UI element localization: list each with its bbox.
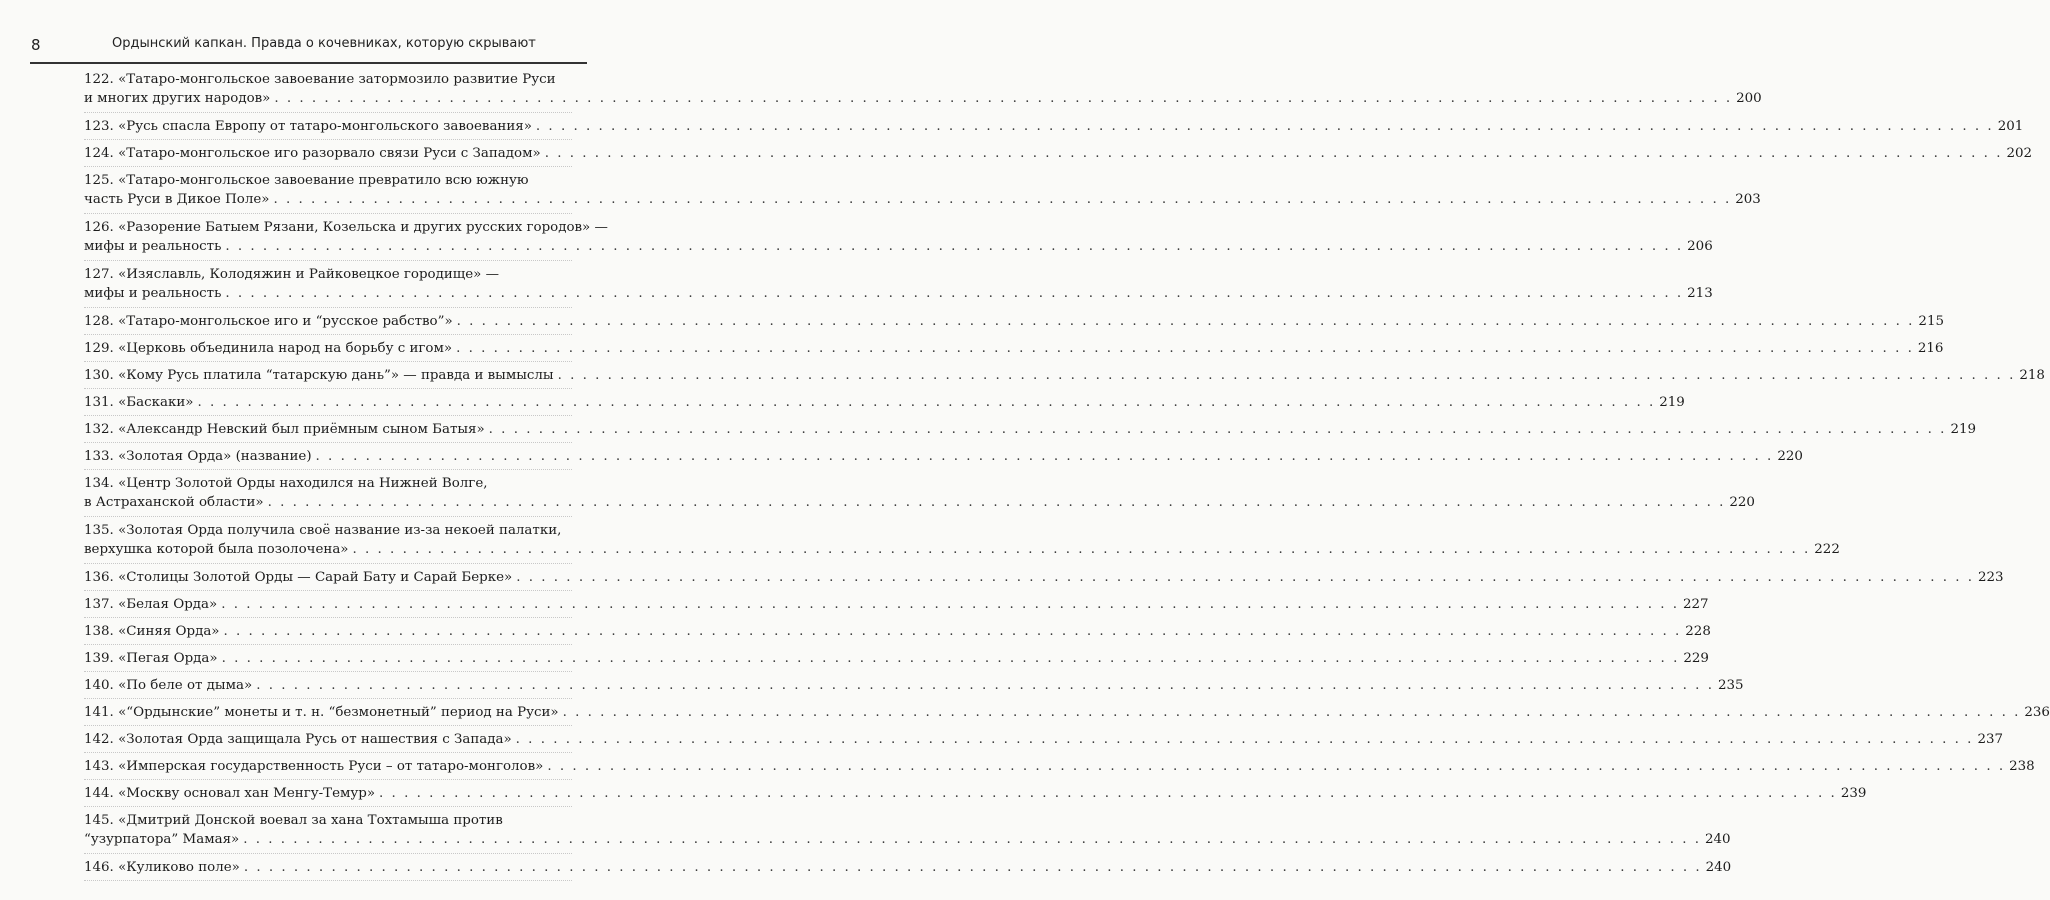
toc-entry-line xyxy=(84,218,608,237)
toc-entry-number: 135. xyxy=(84,523,114,538)
toc-entry-title: «По беле от дыма» xyxy=(118,678,253,693)
toc-entry-title: мифы и реальность xyxy=(84,286,222,301)
toc-entry-page: 223 xyxy=(1978,570,2004,585)
toc-entry-page: 215 xyxy=(1918,314,1944,329)
toc-entry-page: 202 xyxy=(2006,146,2033,161)
toc-entry-line xyxy=(84,171,572,190)
toc-entry-page: 206 xyxy=(1687,239,1713,254)
toc-entry-line xyxy=(84,830,1731,849)
toc-entry-line xyxy=(84,265,572,284)
toc-entry-number: 130. xyxy=(84,368,114,383)
toc-entry-page: 240 xyxy=(1705,860,1732,875)
toc-entry xyxy=(84,167,1761,214)
dot-leader xyxy=(221,595,1679,614)
toc-entry-number: 145. xyxy=(84,813,114,828)
toc-entry-title: «Татаро-монгольское завоевание затормозило развитие Руси xyxy=(118,72,556,87)
toc-entry-title: «Золотая Орда получила своё название из-за некоей палатки, xyxy=(118,523,562,538)
toc-entry-page: 201 xyxy=(1997,119,2024,134)
toc-entry xyxy=(84,66,1762,113)
toc-entry xyxy=(84,308,1944,335)
toc-entry-number: 137. xyxy=(84,597,114,612)
toc-entry xyxy=(84,335,1944,362)
toc-entry xyxy=(84,113,2024,140)
dot-leader xyxy=(243,830,1701,849)
dot-leader xyxy=(457,312,1915,331)
toc-entry-page: 227 xyxy=(1682,597,1709,612)
toc-entry xyxy=(84,854,1732,881)
toc-entry-line xyxy=(84,366,2045,385)
dot-leader xyxy=(489,420,1947,439)
toc-entry-title: «Золотая Орда защищала Русь от нашествия с Запада» xyxy=(118,732,512,747)
toc-entry-line xyxy=(84,521,572,540)
toc-entry-line xyxy=(84,540,1840,559)
toc-entry-number: 125. xyxy=(84,173,114,188)
toc-entry-line xyxy=(84,703,2050,722)
toc-entry-title: «“Ордынские” монеты и т. н. “безмонетный” период на Руси» xyxy=(118,705,559,720)
toc-entry-title: в Астраханской области» xyxy=(84,495,264,510)
toc-entry-title: «Татаро-монгольское иго разорвало связи Руси с Западом» xyxy=(118,146,541,161)
toc-entry-number: 123. xyxy=(84,119,114,134)
toc-entry-line xyxy=(84,568,2004,587)
toc-entry-line xyxy=(84,339,1944,358)
toc-entry xyxy=(84,140,2033,167)
toc-entry-line xyxy=(84,730,2003,749)
toc-entry xyxy=(84,416,1976,443)
toc-entry-title: верхушка которой была позолочена» xyxy=(84,542,349,557)
toc-entry-title: «Имперская государственность Руси – от татаро-монголов» xyxy=(118,759,544,774)
toc-entry xyxy=(84,807,1731,854)
toc-entry xyxy=(84,214,1713,261)
toc-entry-line xyxy=(84,858,1732,877)
dot-leader xyxy=(536,117,1994,136)
toc-entry-line xyxy=(84,649,1709,668)
toc-entry xyxy=(84,564,2004,591)
toc-entry-number: 144. xyxy=(84,786,114,801)
page-number: 8 xyxy=(31,36,41,54)
toc-entry-number: 136. xyxy=(84,570,114,585)
dot-leader xyxy=(197,393,1655,412)
toc-entry-number: 124. xyxy=(84,146,114,161)
toc-entry-page: 228 xyxy=(1685,624,1711,639)
toc-entry xyxy=(84,517,1840,564)
toc-entry-page: 236 xyxy=(2024,705,2050,720)
dot-leader xyxy=(379,784,1837,803)
toc-entry-title: “узурпатора” Мамая» xyxy=(84,832,240,847)
toc-entry-page: 237 xyxy=(1977,732,2003,747)
toc-entry-title: «Пегая Орда» xyxy=(118,651,218,666)
toc-entry-title: «Татаро-монгольское завоевание превратило всю южную xyxy=(118,173,529,188)
toc-entry-title: «Баскаки» xyxy=(118,395,194,410)
toc-entry-page: 235 xyxy=(1717,678,1744,693)
toc-entry-line xyxy=(84,284,1713,303)
toc-entry-number: 146. xyxy=(84,860,114,875)
toc-entry-line xyxy=(84,595,1709,614)
dot-leader xyxy=(563,703,2021,722)
dot-leader xyxy=(273,190,1731,209)
dot-leader xyxy=(222,649,1680,668)
dot-leader xyxy=(516,730,1974,749)
toc-entry-title: «Столицы Золотой Орды — Сарай Бату и Сарай Берке» xyxy=(118,570,513,585)
toc-entry-number: 127. xyxy=(84,267,114,282)
toc-entry-title: «Разорение Батыем Рязани, Козельска и других русских городов» — xyxy=(118,220,608,235)
toc-entry-title: мифы и реальность xyxy=(84,239,222,254)
dot-leader xyxy=(558,366,2016,385)
toc-entry-number: 126. xyxy=(84,220,114,235)
dot-leader xyxy=(274,89,1732,108)
toc-entry-line xyxy=(84,144,2033,163)
toc-entry-line xyxy=(84,420,1976,439)
toc-entry-number: 140. xyxy=(84,678,114,693)
toc-entry xyxy=(84,645,1709,672)
toc-entry xyxy=(84,672,1744,699)
toc-entry-number: 139. xyxy=(84,651,114,666)
toc-entry-number: 133. xyxy=(84,449,114,464)
dot-leader xyxy=(547,757,2005,776)
toc-entry-title: «Александр Невский был приёмным сыном Батыя» xyxy=(118,422,485,437)
toc-entry-title: и многих других народов» xyxy=(84,91,271,106)
toc-entry-line xyxy=(84,89,1762,108)
dot-leader xyxy=(353,540,1811,559)
toc-entry-title: «Куликово поле» xyxy=(118,860,240,875)
toc-entry-line xyxy=(84,757,2035,776)
toc-entry-number: 143. xyxy=(84,759,114,774)
dot-leader xyxy=(516,568,1974,587)
toc-entry-title: «Белая Орда» xyxy=(118,597,218,612)
toc-entry-page: 240 xyxy=(1705,832,1731,847)
toc-entry-number: 131. xyxy=(84,395,114,410)
dot-leader xyxy=(225,237,1683,256)
toc-entry-line xyxy=(84,393,1685,412)
toc-entry-page: 239 xyxy=(1840,786,1867,801)
toc-entry-page: 218 xyxy=(2019,368,2045,383)
dot-leader xyxy=(224,622,1682,641)
table-of-contents xyxy=(84,66,2050,881)
dot-leader xyxy=(545,144,2003,163)
toc-entry-number: 142. xyxy=(84,732,114,747)
toc-entry-line xyxy=(84,474,572,493)
header-rule xyxy=(30,62,587,64)
toc-entry-number: 134. xyxy=(84,476,114,491)
toc-entry-title: «Русь спасла Европу от татаро-монгольского завоевания» xyxy=(118,119,532,134)
dot-leader xyxy=(316,447,1774,466)
toc-entry-line xyxy=(84,811,572,830)
dot-leader xyxy=(244,858,1702,877)
toc-entry xyxy=(84,591,1709,618)
toc-entry xyxy=(84,780,1867,807)
toc-entry-line xyxy=(84,676,1744,695)
toc-entry xyxy=(84,618,1711,645)
toc-entry-line xyxy=(84,622,1711,641)
toc-entry-page: 219 xyxy=(1659,395,1685,410)
toc-entry-title: «Татаро-монгольское иго и “русское рабство”» xyxy=(118,314,453,329)
toc-entry xyxy=(84,261,1713,308)
toc-entry-page: 220 xyxy=(1729,495,1755,510)
toc-entry-page: 222 xyxy=(1814,542,1840,557)
toc-entry-page: 229 xyxy=(1683,651,1709,666)
toc-entry-page: 203 xyxy=(1735,192,1761,207)
toc-entry-number: 138. xyxy=(84,624,114,639)
toc-entry xyxy=(84,699,2050,726)
toc-entry-title: «Церковь объединила народ на борьбу с игом» xyxy=(118,341,453,356)
toc-entry-page: 220 xyxy=(1777,449,1803,464)
toc-entry-page: 216 xyxy=(1917,341,1944,356)
toc-entry-number: 141. xyxy=(84,705,114,720)
toc-entry-title: «Синяя Орда» xyxy=(118,624,220,639)
dot-leader xyxy=(225,284,1683,303)
toc-entry-page: 200 xyxy=(1736,91,1762,106)
toc-entry-title: «Золотая Орда» (название) xyxy=(118,449,312,464)
toc-entry-line xyxy=(84,190,1761,209)
toc-entry-line xyxy=(84,784,1867,803)
dot-leader xyxy=(456,339,1914,358)
toc-entry-line xyxy=(84,117,2024,136)
toc-entry-line xyxy=(84,70,572,89)
dot-leader xyxy=(256,676,1714,695)
toc-entry-title: «Центр Золотой Орды находился на Нижней Волге, xyxy=(118,476,488,491)
toc-entry-title: «Кому Русь платила “татарскую дань”» — правда и вымыслы xyxy=(118,368,554,383)
toc-entry-title: «Дмитрий Донской воевал за хана Тохтамыша против xyxy=(118,813,503,828)
toc-entry-number: 122. xyxy=(84,72,114,87)
toc-entry-page: 213 xyxy=(1687,286,1713,301)
toc-entry xyxy=(84,753,2035,780)
toc-entry-page: 219 xyxy=(1950,422,1976,437)
toc-entry-line xyxy=(84,312,1944,331)
toc-entry xyxy=(84,362,2045,389)
toc-entry-line xyxy=(84,493,1755,512)
toc-entry-line xyxy=(84,447,1803,466)
toc-entry-number: 132. xyxy=(84,422,114,437)
toc-entry-title: «Изяславль, Колодяжин и Райковецкое городище» — xyxy=(118,267,499,282)
toc-entry xyxy=(84,470,1755,517)
toc-entry-title: часть Руси в Дикое Поле» xyxy=(84,192,270,207)
toc-entry-page: 238 xyxy=(2009,759,2035,774)
toc-entry-line xyxy=(84,237,1713,256)
running-title: Ордынский капкан. Правда о кочевниках, которую скрывают xyxy=(112,36,536,51)
toc-entry xyxy=(84,389,1685,416)
dot-leader xyxy=(268,493,1726,512)
toc-entry-title: «Москву основал хан Менгу-Темур» xyxy=(118,786,376,801)
page-header xyxy=(0,0,587,68)
toc-entry xyxy=(84,726,2003,753)
toc-entry-number: 129. xyxy=(84,341,114,356)
toc-entry-number: 128. xyxy=(84,314,114,329)
toc-entry xyxy=(84,443,1803,470)
